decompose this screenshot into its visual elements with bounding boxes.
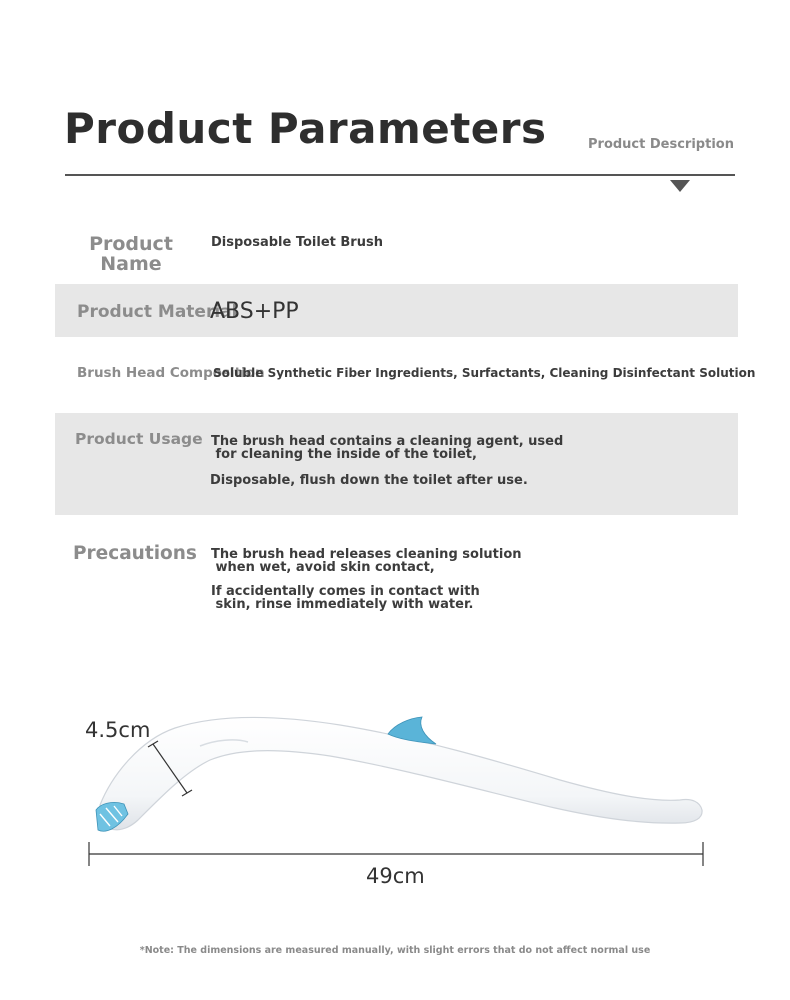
param-value-line: Disposable, flush down the toilet after use. — [210, 473, 528, 488]
title-divider — [65, 174, 735, 176]
param-label: Brush Head Composition — [77, 365, 265, 381]
param-value-line: for cleaning the inside of the toilet, — [211, 447, 477, 462]
product-dimension-illustration — [0, 680, 790, 910]
param-row-product-material — [55, 284, 738, 337]
width-dimension-label: 4.5cm — [85, 718, 151, 742]
param-value-line: The brush head contains a cleaning agent, used — [211, 434, 564, 449]
param-label: Product Name — [89, 233, 173, 275]
param-value-line: If accidentally comes in contact with — [211, 584, 480, 599]
param-value: Soluble Synthetic Fiber Ingredients, Surfactants, Cleaning Disinfectant Solution — [213, 366, 756, 380]
param-label: Precautions — [73, 543, 197, 564]
down-triangle-icon — [670, 180, 690, 192]
param-value-line: when wet, avoid skin contact, — [211, 560, 435, 575]
param-label: Product Usage — [75, 430, 203, 448]
dimension-note: *Note: The dimensions are measured manually, with slight errors that do not affect normal use — [139, 945, 651, 956]
param-value: Disposable Toilet Brush — [211, 235, 383, 250]
param-row-product-usage — [55, 413, 738, 515]
param-label: Product Material — [77, 302, 238, 322]
param-row-brush-head-composition — [55, 340, 756, 412]
param-row-product-name — [55, 222, 738, 282]
page-title: Product Parameters — [64, 104, 547, 153]
param-value-line: The brush head releases cleaning solution — [211, 547, 522, 562]
param-value-line: skin, rinse immediately with water. — [211, 597, 474, 612]
section-subtitle: Product Description — [588, 137, 734, 152]
param-value: ABS+PP — [210, 299, 299, 324]
param-row-precautions — [55, 530, 738, 620]
length-dimension-label: 49cm — [366, 864, 425, 888]
